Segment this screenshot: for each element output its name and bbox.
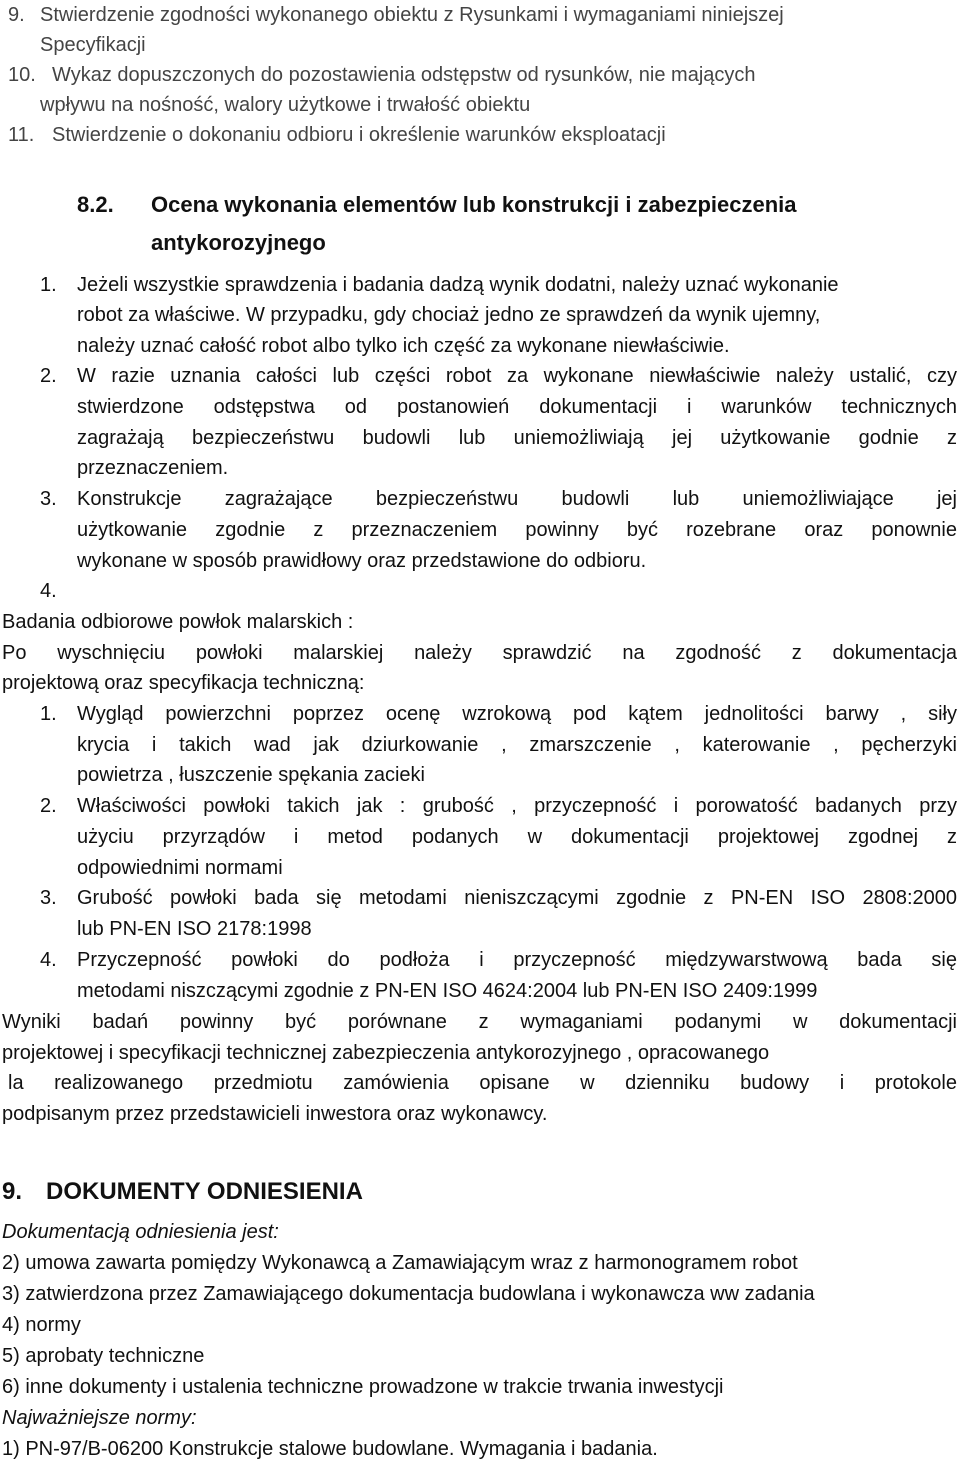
- section-8-2-title: Ocena wykonania elementów lub konstrukcji i zabezpieczenia: [151, 192, 797, 217]
- list-line: Stwierdzenie zgodności wykonanego obiektu z Rysunkami i wymaganiami niniejszej: [40, 4, 784, 26]
- list-line: metodami niszczącymi zgodnie z PN-EN ISO 4624:2004 lub PN-EN ISO 2409:1999: [77, 980, 818, 1002]
- paint-item-2-number: 2.: [40, 795, 57, 817]
- results-paragraph-line: podpisanym przez przedstawicieli inwestora oraz wykonawcy.: [2, 1103, 548, 1125]
- norm-item: 1) PN-97/B-06200 Konstrukcje stalowe budowlane. Wymagania i badania.: [2, 1438, 658, 1460]
- list-line: przeznaczeniem.: [77, 457, 229, 479]
- list-number: 9.: [8, 4, 25, 26]
- list-line: wykonane w sposób prawidłowy oraz przedstawione do odbioru.: [77, 550, 647, 572]
- list-line: użytkowanie zgodnie z przeznaczeniem powinny być rozebrane oraz ponownie: [77, 519, 957, 541]
- section-9-number: 9.: [2, 1178, 23, 1205]
- list-line: Wykaz dopuszczonych do pozostawienia odstępstw od rysunków, nie mających: [52, 64, 756, 86]
- results-paragraph-line: Wyniki badań powinny być porównane z wymaganiami podanymi w dokumentacji: [2, 1011, 957, 1033]
- list-number: 10.: [8, 64, 36, 86]
- list-line: Konstrukcje zagrażające bezpieczeństwu budowli lub uniemożliwiające jej: [77, 488, 957, 510]
- doc-item: 6) inne dokumenty i ustalenia techniczne prowadzone w trakcie trwania inwestycji: [2, 1376, 724, 1398]
- results-paragraph-line: projektowej i specyfikacji technicznej zabezpieczenia antykorozyjnego , opracowanego: [2, 1042, 770, 1064]
- list-line: powietrza , łuszczenie spękania zacieki: [77, 764, 425, 786]
- doc-item: 4) normy: [2, 1314, 81, 1336]
- list-line: wpływu na nośność, walory użytkowe i trwałość obiektu: [40, 94, 531, 116]
- list-line: odpowiednimi normami: [77, 857, 283, 879]
- results-paragraph-line: la realizowanego przedmiotu zamówienia opisane w dzienniku budowy i protokole: [8, 1072, 957, 1094]
- paint-item-1-number: 1.: [40, 703, 57, 725]
- list-line: W razie uznania całości lub części robot za wykonane niewłaściwie należy ustalić, czy: [77, 365, 957, 387]
- list-line: użyciu przyrządów i metod podanych w dokumentacji projektowej zgodnej z: [77, 826, 957, 848]
- norms-label: Najważniejsze normy:: [2, 1407, 197, 1429]
- list-line: Jeżeli wszystkie sprawdzenia i badania dadzą wynik dodatni, należy uznać wykonanie: [77, 274, 839, 296]
- docs-label: Dokumentacją odniesienia jest:: [2, 1221, 279, 1243]
- paint-intro: Po wyschnięciu powłoki malarskiej należy sprawdzić na zgodność z dokumentacja: [2, 642, 957, 664]
- list-line: Specyfikacji: [40, 34, 146, 56]
- list-line: stwierdzone odstępstwa od postanowień dokumentacji i warunków technicznych: [77, 396, 957, 418]
- paint-item-4-number: 4.: [40, 949, 57, 971]
- doc-item: 5) aprobaty techniczne: [2, 1345, 205, 1367]
- list82-item-3-number: 3.: [40, 488, 57, 510]
- list82-item-2-number: 2.: [40, 365, 57, 387]
- doc-item: 3) zatwierdzona przez Zamawiającego dokumentacja budowlana i wykonawcza ww zadania: [2, 1283, 815, 1305]
- list-line: Stwierdzenie o dokonaniu odbioru i określenie warunków eksploatacji: [52, 124, 666, 146]
- section-8-2-number: 8.2.: [77, 192, 114, 217]
- list-line: należy uznać całość robot albo tylko ich część za wykonane niewłaściwie.: [77, 335, 730, 357]
- list-line: Przyczepność powłoki do podłoża i przyczepność międzywarstwową bada się: [77, 949, 957, 971]
- list-number: 11.: [8, 124, 35, 146]
- paint-heading: Badania odbiorowe powłok malarskich :: [2, 611, 354, 633]
- paint-item-3-number: 3.: [40, 887, 57, 909]
- list-line: Właściwości powłoki takich jak : grubość , przyczepność i porowatość badanych przy: [77, 795, 957, 817]
- section-9-title: DOKUMENTY ODNIESIENIA: [46, 1178, 363, 1205]
- list82-item-1-number: 1.: [40, 274, 57, 296]
- paint-intro-cont: projektową oraz specyfikacja techniczną:: [2, 672, 365, 694]
- list-line: lub PN-EN ISO 2178:1998: [77, 918, 312, 940]
- list-line: robot za właściwe. W przypadku, gdy chociaż jedno ze sprawdzeń da wynik ujemny,: [77, 304, 821, 326]
- list-line: zagrażają bezpieczeństwu budowli lub uniemożliwiają jej użytkowanie godnie z: [77, 427, 957, 449]
- list82-item-4-number: 4.: [40, 580, 57, 602]
- doc-item: 2) umowa zawarta pomiędzy Wykonawcą a Zamawiającym wraz z harmonogramem robot: [2, 1252, 798, 1274]
- list-line: Wygląd powierzchni poprzez ocenę wzrokową pod kątem jednolitości barwy , siły: [77, 703, 957, 725]
- section-8-2-title-cont: antykorozyjnego: [151, 230, 326, 255]
- list-line: Grubość powłoki bada się metodami nieniszczącymi zgodnie z PN-EN ISO 2808:2000: [77, 887, 957, 909]
- list-line: krycia i takich wad jak dziurkowanie , zmarszczenie , katerowanie , pęcherzyki: [77, 734, 957, 756]
